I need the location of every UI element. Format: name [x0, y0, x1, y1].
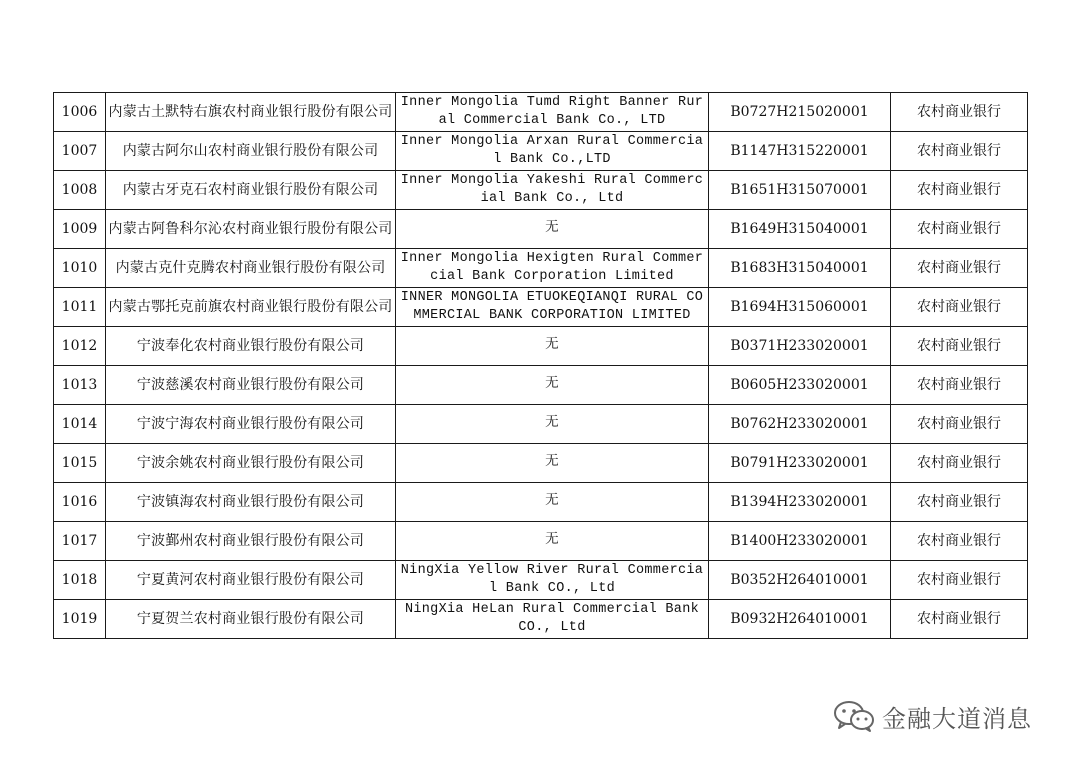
bank-name-chinese: 内蒙古鄂托克前旗农村商业银行股份有限公司 [106, 288, 396, 327]
table-row [54, 132, 1028, 171]
institution-type: 农村商业银行 [891, 132, 1028, 171]
institution-code: B1649H315040001 [709, 210, 891, 249]
bank-name-chinese: 宁波余姚农村商业银行股份有限公司 [106, 444, 396, 483]
row-number: 1009 [54, 210, 106, 249]
watermark [832, 696, 1032, 736]
bank-name-chinese: 内蒙古克什克腾农村商业银行股份有限公司 [106, 249, 396, 288]
institution-type: 农村商业银行 [891, 483, 1028, 522]
bank-name-chinese: 宁波奉化农村商业银行股份有限公司 [106, 327, 396, 366]
row-number: 1016 [54, 483, 106, 522]
bank-name-english: 无 [396, 522, 709, 561]
institution-code: B0352H264010001 [709, 561, 891, 600]
table-row [54, 288, 1028, 327]
row-number: 1010 [54, 249, 106, 288]
bank-name-chinese: 内蒙古牙克石农村商业银行股份有限公司 [106, 171, 396, 210]
wechat-icon [832, 699, 876, 733]
row-number: 1006 [54, 93, 106, 132]
bank-name-english: 无 [396, 444, 709, 483]
bank-name-chinese: 宁波宁海农村商业银行股份有限公司 [106, 405, 396, 444]
row-number: 1017 [54, 522, 106, 561]
bank-name-english: Inner Mongolia Tumd Right Banner Rural Commercial Bank Co., LTD [396, 93, 709, 132]
row-number: 1015 [54, 444, 106, 483]
institution-type: 农村商业银行 [891, 171, 1028, 210]
row-number: 1013 [54, 366, 106, 405]
institution-code: B0791H233020001 [709, 444, 891, 483]
table-row [54, 522, 1028, 561]
table-body [54, 93, 1028, 639]
bank-name-english: Inner Mongolia Arxan Rural Commercial Bank Co.,LTD [396, 132, 709, 171]
table-row [54, 600, 1028, 639]
bank-name-english: 无 [396, 366, 709, 405]
institution-type: 农村商业银行 [891, 600, 1028, 639]
bank-name-english: Inner Mongolia Hexigten Rural Commercial Bank Corporation Limited [396, 249, 709, 288]
institution-type: 农村商业银行 [891, 366, 1028, 405]
bank-name-chinese: 内蒙古阿尔山农村商业银行股份有限公司 [106, 132, 396, 171]
institution-type: 农村商业银行 [891, 444, 1028, 483]
institution-code: B0727H215020001 [709, 93, 891, 132]
bank-name-chinese: 宁波鄞州农村商业银行股份有限公司 [106, 522, 396, 561]
institution-code: B1147H315220001 [709, 132, 891, 171]
institution-code: B1400H233020001 [709, 522, 891, 561]
row-number: 1014 [54, 405, 106, 444]
institution-type: 农村商业银行 [891, 249, 1028, 288]
table-row [54, 327, 1028, 366]
institution-type: 农村商业银行 [891, 210, 1028, 249]
table-row [54, 93, 1028, 132]
bank-name-english: 无 [396, 327, 709, 366]
bank-name-chinese: 宁夏贺兰农村商业银行股份有限公司 [106, 600, 396, 639]
bank-name-chinese: 内蒙古土默特右旗农村商业银行股份有限公司 [106, 93, 396, 132]
institution-type: 农村商业银行 [891, 561, 1028, 600]
institution-code: B1683H315040001 [709, 249, 891, 288]
bank-name-chinese: 宁夏黄河农村商业银行股份有限公司 [106, 561, 396, 600]
row-number: 1011 [54, 288, 106, 327]
institution-code: B1394H233020001 [709, 483, 891, 522]
row-number: 1008 [54, 171, 106, 210]
bank-name-english: Inner Mongolia Yakeshi Rural Commercial Bank Co., Ltd [396, 171, 709, 210]
table-row [54, 210, 1028, 249]
table-row [54, 444, 1028, 483]
institution-code: B0605H233020001 [709, 366, 891, 405]
watermark-text: 金融大道消息 [882, 704, 1032, 733]
bank-name-english: NingXia HeLan Rural Commercial Bank CO., Ltd [396, 600, 709, 639]
bank-name-chinese: 内蒙古阿鲁科尔沁农村商业银行股份有限公司 [106, 210, 396, 249]
bank-name-english: 无 [396, 210, 709, 249]
institution-code: B0371H233020001 [709, 327, 891, 366]
row-number: 1019 [54, 600, 106, 639]
bank-name-chinese: 宁波慈溪农村商业银行股份有限公司 [106, 366, 396, 405]
bank-name-english: NingXia Yellow River Rural Commercial Bank CO., Ltd [396, 561, 709, 600]
institution-code: B1651H315070001 [709, 171, 891, 210]
institution-code: B0932H264010001 [709, 600, 891, 639]
institution-type: 农村商业银行 [891, 522, 1028, 561]
bank-name-english: INNER MONGOLIA ETUOKEQIANQI RURAL COMMERCIAL BANK CORPORATION LIMITED [396, 288, 709, 327]
bank-name-english: 无 [396, 405, 709, 444]
bank-list-table [53, 92, 1028, 639]
institution-code: B1694H315060001 [709, 288, 891, 327]
row-number: 1007 [54, 132, 106, 171]
institution-type: 农村商业银行 [891, 93, 1028, 132]
table-row [54, 405, 1028, 444]
row-number: 1012 [54, 327, 106, 366]
institution-type: 农村商业银行 [891, 327, 1028, 366]
institution-type: 农村商业银行 [891, 405, 1028, 444]
table-row [54, 366, 1028, 405]
table-row [54, 561, 1028, 600]
table-row [54, 483, 1028, 522]
bank-name-english: 无 [396, 483, 709, 522]
institution-code: B0762H233020001 [709, 405, 891, 444]
bank-name-chinese: 宁波镇海农村商业银行股份有限公司 [106, 483, 396, 522]
table-row [54, 171, 1028, 210]
table-row [54, 249, 1028, 288]
row-number: 1018 [54, 561, 106, 600]
institution-type: 农村商业银行 [891, 288, 1028, 327]
